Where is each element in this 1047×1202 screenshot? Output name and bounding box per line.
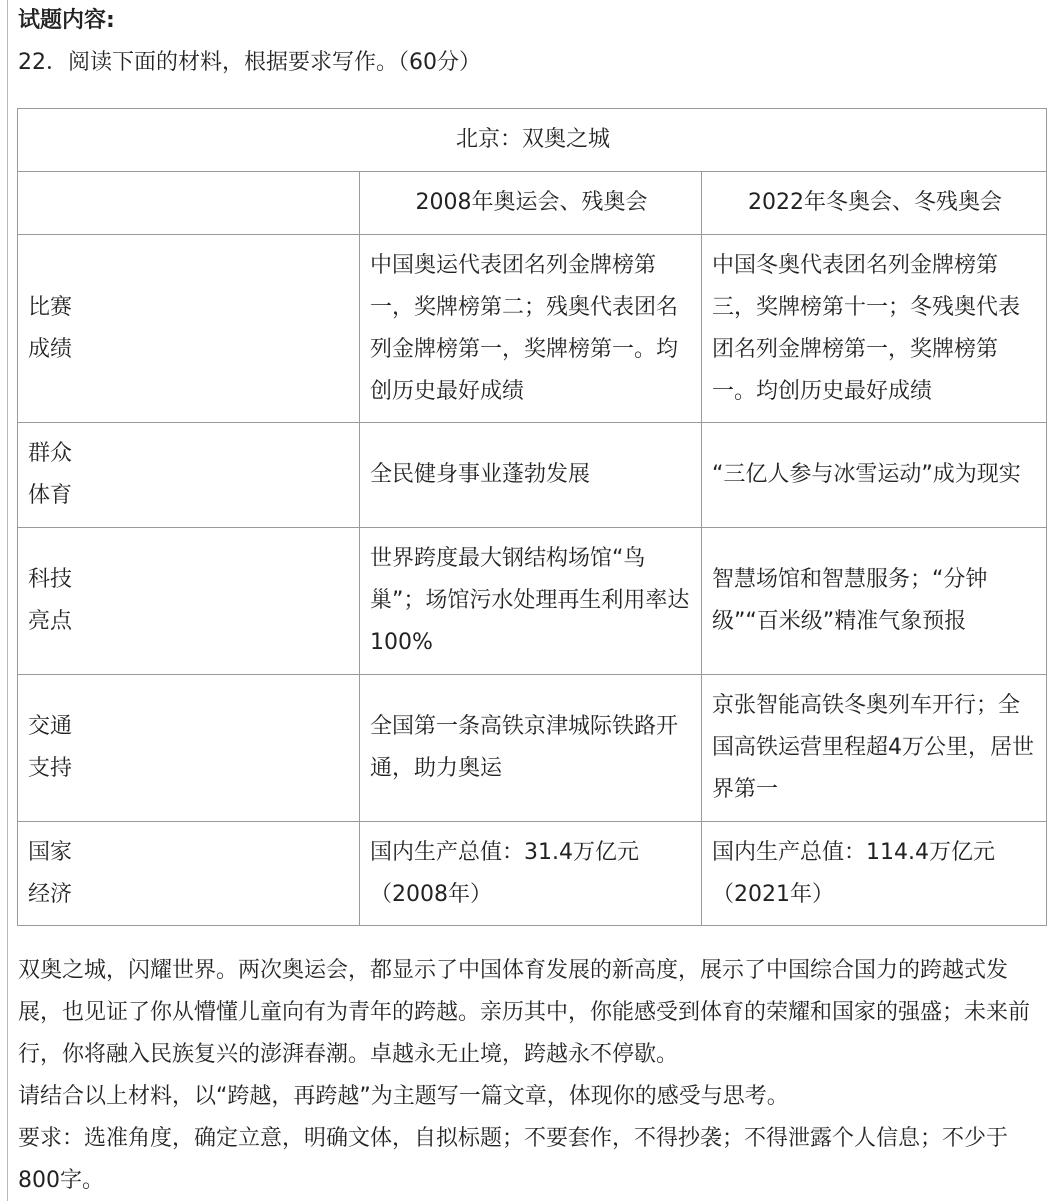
table-header-blank (18, 172, 360, 235)
section-heading: 试题内容: (18, 8, 115, 33)
table-row (18, 235, 1047, 423)
row-label-line: 交通 (28, 714, 73, 739)
cell-2022: 中国冬奥代表团名列金牌榜第三，奖牌榜第十一；冬残奥代表团名列金牌榜第一，奖牌榜第一。均创历史最好成绩 (702, 235, 1047, 423)
cell-2008: 全国第一条高铁京津城际铁路开通，助力奥运 (360, 675, 702, 822)
table-header-2008: 2008年奥运会、残奥会 (360, 172, 702, 235)
cell-2022: 智慧场馆和智慧服务；“分钟级”“百米级”精准气象预报 (702, 528, 1047, 675)
table-header-row (18, 172, 1047, 235)
cell-2008: 全民健身事业蓬勃发展 (360, 423, 702, 528)
table-row (18, 675, 1047, 822)
instruction-paragraph: 请结合以上材料，以“跨越，再跨越”为主题写一篇文章，体现你的感受与思考。 (18, 1084, 789, 1109)
row-label-line: 国家 (28, 839, 73, 865)
row-label-line: 经济 (28, 881, 73, 907)
row-label (18, 822, 360, 926)
cell-2022: “三亿人参与冰雪运动”成为现实 (702, 423, 1047, 528)
table-row (18, 423, 1047, 528)
row-label (18, 528, 360, 675)
table-row (18, 822, 1047, 926)
row-label-line: 体育 (28, 483, 73, 508)
left-frame-border (7, 0, 8, 1201)
material-table (17, 108, 1047, 926)
row-label-line: 比赛 (28, 294, 73, 320)
cell-2008: 中国奥运代表团名列金牌榜第一，奖牌榜第二；残奥代表团名列金牌榜第一，奖牌榜第一。均创历史最好成绩 (360, 235, 702, 423)
question-prompt: 22．阅读下面的材料，根据要求写作。（60分） (18, 50, 481, 75)
row-label (18, 235, 360, 423)
requirements-paragraph: 要求：选准角度，确定立意，明确文体，自拟标题；不要套作，不得抄袭；不得泄露个人信息；不少于800字。 (18, 1126, 1009, 1193)
row-label-line: 支持 (28, 756, 73, 781)
cell-2022: 京张智能高铁冬奥列车开行；全国高铁运营里程超4万公里，居世界第一 (702, 675, 1047, 822)
table-row (18, 528, 1047, 675)
row-label (18, 675, 360, 822)
row-label-line: 群众 (28, 441, 73, 466)
cell-2008: 世界跨度最大钢结构场馆“鸟巢”；场馆污水处理再生利用率达100% (360, 528, 702, 675)
row-label-line: 成绩 (28, 336, 73, 362)
cell-2008: 国内生产总值：31.4万亿元（2008年） (360, 822, 702, 926)
material-paragraph: 双奥之城，闪耀世界。两次奥运会，都显示了中国体育发展的新高度，展示了中国综合国力的跨越式发展，也见证了你从懵懂儿童向有为青年的跨越。亲历其中，你能感受到体育的荣耀和国家的强盛；未来前行，你将融入民族复兴的澎湃春潮。卓越永无止境，跨越永不停歇。 (18, 958, 1031, 1067)
cell-2022: 国内生产总值：114.4万亿元（2021年） (702, 822, 1047, 926)
table-title: 北京：双奥之城 (18, 109, 1047, 172)
table-header-2022: 2022年冬奥会、冬残奥会 (702, 172, 1047, 235)
row-label-line: 科技 (28, 567, 73, 592)
row-label-line: 亮点 (28, 609, 73, 634)
row-label (18, 423, 360, 528)
table-title-row (18, 109, 1047, 172)
